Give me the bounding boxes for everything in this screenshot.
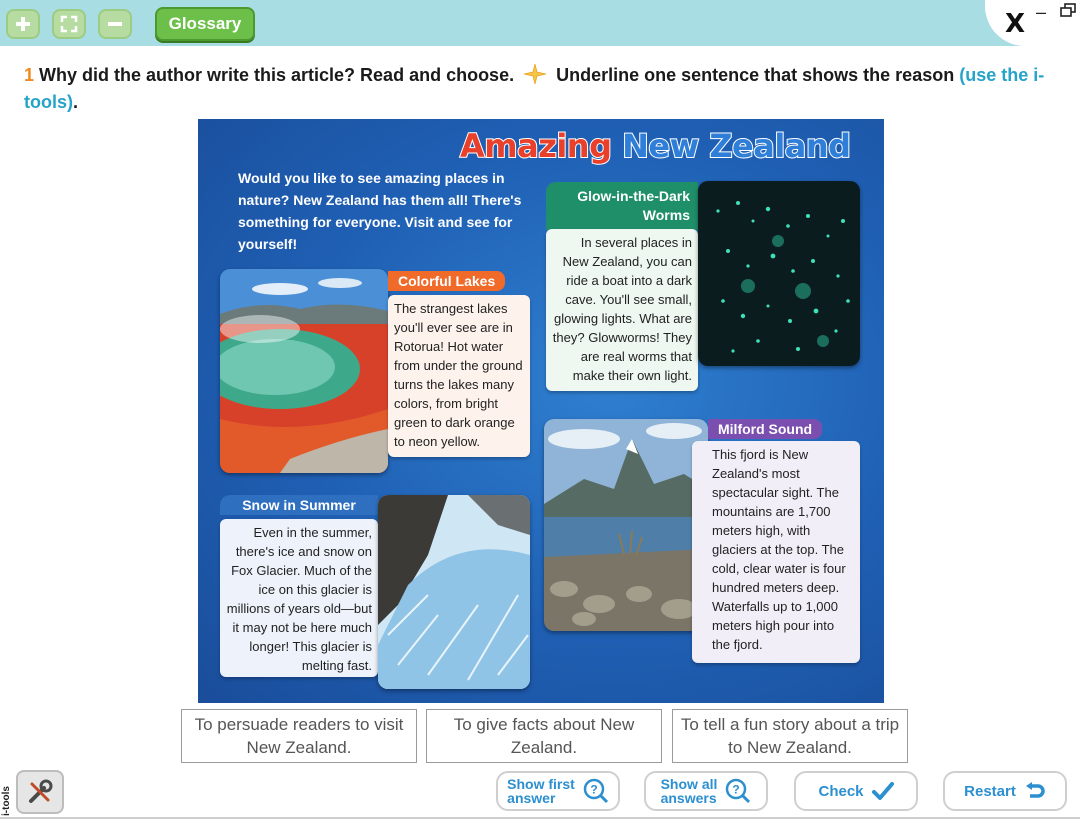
zoom-in-button[interactable] [6,9,40,39]
show-first-line1: Show first [507,776,575,792]
check-label: Check [818,782,864,800]
plus-icon [14,15,32,33]
glacier-photo [378,495,530,689]
question-icon [583,778,609,804]
itools-link[interactable]: (use the i-tools) [24,65,1045,112]
glowworms-photo [698,181,860,366]
show-all-label [661,777,718,805]
restart-label: Restart [964,782,1016,800]
lakes-photo [220,269,388,473]
minus-icon [106,15,124,33]
check-button[interactable] [794,771,918,811]
article-title [460,127,851,165]
worms-text[interactable]: In several places in New Zealand, you can ride a boat into a dark cave. You'll see small, glowing lights. What are they? Glowworms! They are real worms that make their own light. [546,229,698,391]
answer-option-2[interactable]: To give facts about New Zealand. [426,709,662,763]
fullscreen-button[interactable] [52,9,86,39]
question-end: . [73,92,79,112]
title-word-new-zealand: New Zealand [622,127,851,165]
close-icon[interactable]: X [1005,9,1026,39]
worms-title: Glow-in-the-Dark Worms [546,182,698,230]
milford-title: Milford Sound [708,419,822,439]
minimize-button[interactable]: – [1036,2,1047,22]
question-icon [725,778,751,804]
show-first-line2: answer [507,790,556,806]
article-panel [198,119,884,703]
top-toolbar [0,0,1080,46]
show-all-line2: answers [660,790,717,806]
zoom-out-button[interactable] [98,9,132,39]
lakes-title: Colorful Lakes [388,271,505,291]
lakes-text[interactable]: The strangest lakes you'll ever see are in Rotorua! Hot water from under the ground turns the lakes many colors, from bright green to dark orange to neon yellow. [388,295,530,457]
show-all-line1: Show all [660,776,718,792]
svg-text:?: ? [732,782,741,797]
restart-arrow-icon [1024,781,1046,801]
article-intro[interactable]: Would you like to see amazing places in nature? New Zealand has them all! There's something for everyone. Visit and see for yourself! [238,170,522,252]
question-part1: Why did the author write this article? Read and choose. [34,65,515,85]
itools-button[interactable] [16,770,64,814]
title-word-amazing: Amazing [460,127,612,165]
star-icon [523,63,547,85]
milford-photo [544,419,708,631]
restore-icon[interactable] [1060,3,1076,17]
question-number: 1 [24,65,35,85]
question-text [24,62,1064,116]
checkmark-icon [872,781,894,801]
snow-title: Snow in Summer [220,495,378,515]
show-first-label [507,777,575,805]
snow-text[interactable]: Even in the summer, there's ice and snow on Fox Glacier. Much of the ice on this glacier is millions of years old—but it may not be here much longer! This glacier is melting fast. [220,519,378,677]
fullscreen-icon [60,15,78,33]
question-part2: Underline one sentence that shows the reason [551,65,960,85]
milford-text[interactable]: This fjord is New Zealand's most spectacular sight. The mountains are 1,700 meters high, with glaciers at the top. The cold, clear water is four hundred meters deep. Waterfalls up to 1,000 meters high pour into the fjord. [692,441,860,663]
itools-label: i-tools [1,786,12,816]
show-first-answer-button[interactable] [496,771,620,811]
answer-option-1[interactable]: To persuade readers to visit New Zealand. [181,709,417,763]
restart-button[interactable] [943,771,1067,811]
tools-icon [26,778,54,806]
glossary-button[interactable]: Glossary [155,7,255,41]
svg-text:?: ? [590,782,598,797]
show-all-answers-button[interactable] [644,771,768,811]
answer-option-3[interactable]: To tell a fun story about a trip to New Zealand. [672,709,908,763]
